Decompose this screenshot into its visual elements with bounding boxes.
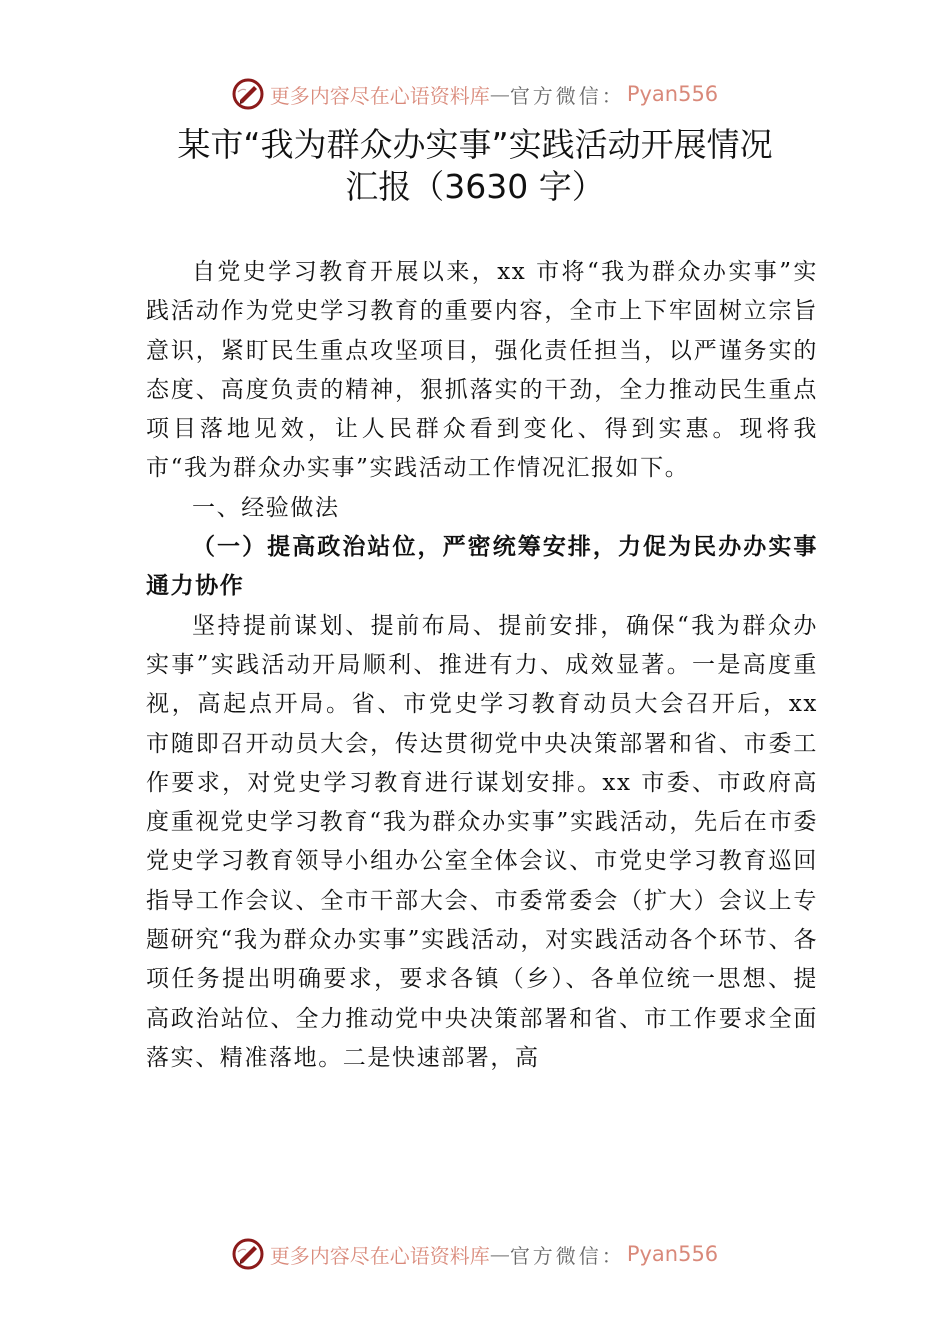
wechat-handle: Pyan556 bbox=[626, 82, 719, 106]
document-body bbox=[146, 253, 818, 1078]
intro-paragraph: 自党史学习教育开展以来，xx 市将“我为群众办实事”实践活动作为党史学习教育的重要内容，全市上下牢固树立宗旨意识，紧盯民生重点攻坚项目，强化责任担当，以严谨务实的态度、高度负责的精神，狠抓落实的干劲，全力推动民生重点项目落地见效，让人民群众看到变化、得到实惠。现将我市“我为群众办实事”实践活动工作情况汇报如下。 bbox=[146, 259, 818, 482]
official-wechat-label: 官方微信： bbox=[509, 1243, 625, 1268]
body-paragraph: 坚持提前谋划、提前布局、提前安排，确保“我为群众办实事”实践活动开局顺利、推进有力、成效显著。一是高度重视，高起点开局。省、市党史学习教育动员大会召开后，xx 市随即召开动员大会，传达贯彻党中央决策部署和省、市委工作要求，对党史学习教育进行谋划安排。xx 市委、市政府高度重视党史学习教育“我为群众办实事”实践活动，先后在市委党史学习教育领导小组办公室全体会议、市党史学习教育巡回指导工作会议、全市干部大会、市委常委会（扩大）会议上专题研究“我为群众办实事”实践活动，对实践活动各个环节、各项任务提出明确要求，要求各镇（乡）、各单位统一思想、提高政治站位、全力推动党中央决策部署和省、市工作要求全面落实、精准落地。二是快速部署，高 bbox=[146, 612, 818, 1071]
section-heading: 一、经验做法 bbox=[192, 494, 340, 521]
promo-text: 更多内容尽在心语资料库 bbox=[269, 83, 490, 108]
separator-dash: — bbox=[489, 82, 510, 106]
official-wechat-label: 官方微信： bbox=[509, 83, 625, 108]
header-watermark-banner bbox=[0, 74, 950, 114]
wechat-handle: Pyan556 bbox=[626, 1242, 719, 1266]
separator-dash: — bbox=[489, 1242, 510, 1266]
quill-pen-logo-icon bbox=[232, 1238, 264, 1270]
title-line-1: 某市“我为群众办实事”实践活动开展情况 bbox=[177, 125, 773, 164]
subsection-heading: （一）提高政治站位，严密统筹安排，力促为民办办实事通力协作 bbox=[146, 534, 818, 600]
document-title bbox=[0, 124, 950, 208]
promo-text: 更多内容尽在心语资料库 bbox=[269, 1243, 490, 1268]
title-line-2: 汇报（3630 字） bbox=[345, 167, 605, 206]
footer-watermark-banner bbox=[0, 1234, 950, 1274]
quill-pen-logo-icon bbox=[232, 78, 264, 110]
